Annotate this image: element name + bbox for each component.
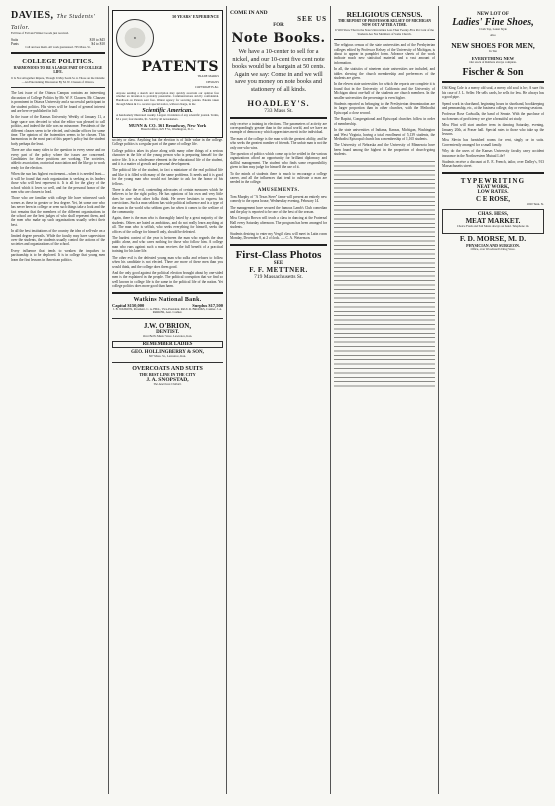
ladies-shoes-subline: Cloth Top, Latest Style [479, 27, 507, 31]
morse-name: F. D. MORSE, M. D. [459, 234, 527, 244]
local-item: Why do the users of the Kansas University faculty carry accident insurance in the Northwestern Mutual Life? [442, 149, 544, 158]
column-5 [439, 6, 547, 794]
morse-title: PHYSICIAN AND SURGEON. [466, 243, 520, 249]
article-paragraph: When the sun has highest excitement—when it is needed least—it will be found that each organization is seeking as its leaders those who will best represent it. It is all for the glory of the school which it loves so well, and for the personal honor of the men who are chosen to lead. [11, 172, 105, 194]
price-value: $4 to $10 [91, 41, 105, 46]
price-value: $18 to $45 [89, 37, 105, 42]
ladies-shoes-heading: Ladies' Fine Shoes, [452, 17, 534, 28]
article-deck: It Is Not Altogether Impure, Though It May Seem So to Those on the Outside—An Entertaining Discussion By M. W. Clausen of Ottawa. [11, 76, 105, 84]
overcoats-tagline: The American Clothier. [153, 381, 182, 386]
hoadley-name: HOADLEY'S. [247, 97, 310, 108]
copyrights-line: COPYRIGHTS &c. [194, 85, 219, 90]
article-paragraph: The religious census of the state universities and of the Presbyterian colleges edited by Professor Kelsey of the University of Michigan, is about to appear in pamphlet form. Advance sheets of the work indicate much new statistical material and a vast amount of information. [334, 43, 435, 65]
continued-text-block [334, 159, 435, 389]
meat-market-ad [442, 209, 544, 234]
article-paragraph: Those who are familiar with college life have witnessed such scenes as these in greater or less degree. Yet, let some one who has never been in college or seen such things take a look and the fact remains that the members of the different organizations in the school are the best judges of who shall represent them, and the men who make up such organizations usually select their best. [11, 196, 105, 227]
rose-name: C E ROSE, [475, 194, 511, 203]
dentist-address: Over Bell's Music Store. Lawrence, Kan. [142, 333, 193, 338]
local-item: Miss Flint will start another term in dancing Saturday, evening, January 20th, at Fraser hall. Special rates to those who take up the lessons. [442, 123, 544, 137]
article-paragraph: Every influence that tends to weaken the impulses to partisanship is to be deplored. It is in college that young men learn the first lessons in American politics. [11, 248, 105, 262]
bank-capital: Capital $150,000 [112, 302, 145, 308]
article-paragraph: In all the best institutions of the country the idea of self-rule on a limited degree prevails. While the faculty may have supervision over the students, the students usually control the actions of the societies and organizations of the school. [11, 229, 105, 247]
article-paragraph: And the only good against the political election brought about by one-sided men is the explained in the people. The political corruption that we find so well known in college life is the same in the political life of the nation. Yet college politics does more good than harm. [112, 270, 223, 289]
patents-text: Anyone sending a sketch and description may quickly ascertain our opinion free whether an invention is probably patentable. Communications strictly confidential. Handbook on Patents sent free. Oldest agency for securing patents. Patents taken through Munn & Co. receive special notice, without charge, in the [116, 90, 219, 106]
article-paragraph: The hardest contest of the year is between the man who regards the dear public alone, and who cares nothing for those who follow him. A college man who runs against such a man receives the full benefit of a practical training for his later life. [112, 236, 223, 254]
overcoats-subheading: THE BEST LINE IN THE CITY [139, 371, 196, 377]
trademark-line: TRADE MARKS [197, 74, 219, 78]
article-paragraph: The man of the college is the man with the greatest ability, and he who seeks the greatest number of friends. The unfair man is not the only one who wins. [230, 136, 327, 150]
everything-new-label: EVERYTHING NEW [471, 55, 515, 61]
article-paragraph: The Baptist, Congregational and Episcopal churches follow in order of membership. [334, 117, 435, 126]
bank-officers: J. B. WATKINS, President. C. A. HILL, Vice-President. PAUL R. BROOKS, Cashier. J. A. PARKER, Asst. Cashier. [112, 306, 223, 315]
amusements-heading: AMUSEMENTS. [257, 187, 300, 193]
bank-ad-title: Watkins National Bank. [133, 296, 202, 303]
price-item: Suits [11, 37, 19, 42]
article-paragraph: The other evil is the defeated young man who sulks and refuses to follow when his candidate is not elected. There are more of these men than you would think, and the college does them good. [112, 255, 223, 269]
divider [112, 292, 223, 294]
davies-line: Fall line of Fall and Winter Goods just received. [11, 31, 69, 35]
local-item: Old King Cole is a merry old soul, a merry old soul is he; A sure fits his case of J. L. Seller. He sells cards, he sells for less. He always has a good pipe. [442, 86, 544, 100]
morse-address: Office, over Woodward's Drug Store. [470, 247, 516, 252]
newspaper-page [8, 6, 547, 794]
mens-shoes-heading: NEW SHOES FOR MEN, [451, 41, 535, 51]
column-1 [8, 6, 109, 794]
article-paragraph: society or class. Anything but the election is of little value in the college. College politics is a regular part of the game of college life. [112, 137, 223, 147]
mettner-address: 719 Massachusetts St. [254, 273, 303, 280]
hollingberry-name: GEO. HOLLINGBERRY & SON, [131, 350, 204, 356]
local-item: Students receive a discount at E. E. French, tailor, over Dalley's, 913 Massachusetts street. [442, 160, 544, 169]
rose-address: 1020 Tenn. St. [526, 201, 544, 206]
hollingberry-address: 827 Mass. St., Lawrence, Kan. [149, 354, 186, 359]
for-label: FOR [273, 23, 284, 28]
designs-line: DESIGNS [206, 79, 219, 84]
divider [11, 87, 105, 88]
text-lines-placeholder [334, 159, 435, 389]
divider [112, 362, 223, 363]
religious-census-headline: RELIGIOUS CENSUS. [346, 10, 423, 19]
religious-census-subhead: THE REPORT OF PROFESSOR KELSEY OF MICHIGAN NOW OUT AFTER A TIME. [337, 19, 432, 27]
mens-shoes-subline: In Tan [489, 49, 497, 54]
article-paragraph: The University of Nebraska and the University of Minnesota have been found among the highest in the proportion of church-going students. [334, 143, 435, 157]
meat-market-owner: CHAS. HESS, [477, 212, 509, 218]
article-paragraph: In the issue of the Kansas University Weekly of January 11, a large space was devoted to what the editor was pleased to call politics, and indeed the title was no misnomer. Presidents of the different classes seem to be elected, and similar offices for some time. The opinion of the fraternities seems to be chosen. This harmonious in the most part of this paper's policy but the student body perhaps the least. [11, 115, 105, 146]
meat-market-heading: MEAT MARKET. [465, 217, 521, 226]
davies-address: Call and see them. All work guaranteed. 705 Mass. St. [25, 44, 91, 49]
overcoats-store: J. A. SNOPSTAD, [146, 376, 189, 383]
article-paragraph: In all, the statistics of nineteen state universities are included, and tables shewing the church membership and preferences of the students are given. [334, 67, 435, 81]
davies-ad-title: DAVIES, The Students' Tailor. [11, 10, 96, 31]
patents-ad [112, 10, 223, 138]
article-paragraph: The management have secured the famous Lamb's Club comedian and the play is reported to be one of the best of the season. [230, 205, 327, 215]
come-in-heading: COME IN AND [230, 10, 268, 16]
divider [230, 244, 327, 246]
divider [230, 117, 327, 119]
notebooks-text: We have a 10-center to sell for a nickel, and our 10-cent five cent note books would be a bargain at 50 cents. Again we say: Come in and we will save you money on note books and stationery of all kinds. [231, 48, 326, 93]
local-item: Spend work in shorthand, beginning hours in shorthand, bookkeeping and penmanship, etc., at the business college, day or evening sessions. [442, 101, 544, 110]
article-paragraph: only receive a training in elections. The parameters of activity are correspondingly greater than in the actual world, and we have an example of democracy which appreciates merit in the individual. [230, 121, 327, 135]
column-3 [227, 6, 331, 794]
divider [442, 81, 544, 83]
article-paragraph: To the minds of students there is much to encourage a college career, and all the influences that tend to cultivate a man are needed in the college. [230, 171, 327, 185]
local-item: Miss Slevin has furnished rooms for rent, singly or in suits. Conveniently arranged for a small family. [442, 138, 544, 147]
new-lot-label: NEW LOT OF [477, 12, 509, 17]
bank-surplus: Surplus $17,500 [192, 302, 223, 308]
column-4 [331, 6, 439, 794]
article-headline: COLLEGE POLITICS. [22, 58, 94, 66]
overcoats-heading: OVERCOATS AND SUITS [132, 365, 203, 372]
photos-heading: First-Class Photos [235, 248, 322, 261]
religious-census-deck: It Will Show That in the State Universities Less Than Twenty-Five Per Cent of the Students Are Not Members of Some Church. [335, 28, 434, 36]
scientific-american-title: Scientific American. [142, 108, 193, 115]
dentist-label: DENTIST. [156, 329, 179, 335]
article-paragraph: The question of politics which come up to be settled in the various organizations afford an opportunity for brilliant diplomacy and skillful management. The student who finds some responsibility given to him may judge for himself the use of it. [230, 152, 327, 170]
divider [442, 172, 544, 174]
divider [112, 318, 223, 319]
meat-market-text: Choice Fresh and Salt Meats always on hand. Telephone 14. [456, 224, 530, 229]
scientific-american-text: A handsomely illustrated weekly. Largest circulation of any scientific journal. Terms, $3 a year; four months, $1. Sold by all newsdealers. [116, 113, 219, 121]
article-paragraph: The political life of the student, in fact a miniature of the real political life and like it is filled with many of the same problems. It needs and it is good for the young man who would not hesitate to ask for the honor of his fellows. [112, 168, 223, 186]
see-label: SEE [273, 260, 284, 266]
munn-address: MUNN & CO. 361 Broadway, New York [128, 123, 207, 129]
neat-work-label: NEAT WORK, [476, 184, 510, 190]
article-paragraph: The last issue of the Ottawa Campus contains an interesting discussion of College Politics by Mr. W. F. Clausen. Mr. Clausen is prominent in Ottawa University and a successful participant in the student politics. His views will be found of general interest and are here re-published in full: [11, 91, 105, 113]
article-paragraph: There is also the evil, contending advocates of certain measures which he believes to be the right policy. He has opinions of his own and very little does he care what other folks think. He never hesitates to express his convictions. Such a man seldom has wide political influence and is a type of the man in the world who seldom goes far when it comes to the welfare of the community. [112, 188, 223, 215]
notebooks-heading: Note Books. [231, 31, 326, 46]
mettner-name: F. F. METTNER. [249, 265, 308, 274]
article-paragraph: Students reported as belonging to the Presbyterian denomination are in larger proportion than in other churches, with the Methodist Episcopal a close second. [334, 102, 435, 115]
article-paragraph: There are also many sides to the question in every sense and on every part of the policy where the issues are concerned. Candidates for these positions are working. The societies, athletic association, oratorical association and the like go to work ready for the election. [11, 148, 106, 170]
article-paragraph: In the state universities of Indiana, Kansas, Michigan, Washington and West Virginia, having a total enrollment of 5,139 students, the Methodist Episcopal church has a membership of 1,165 students. [334, 128, 435, 141]
article-paragraph: Again, there is the man who is thoroughly hated by a great majority of the students. Others are hated as ambitious, and do not really learn anything at all. The man who is selfish, who seeks everything for himself, seeks the offices of the college for himself only, should be defeated. [112, 216, 223, 234]
article-paragraph: College politics takes its place along with many other things of a serious character in the life of the young person who is preparing himself for the active life. It is a wholesome element in the educational life of the student, and it is a matter of growth and personal development. [112, 148, 223, 166]
see-us-heading: SEE US [297, 15, 327, 23]
typewriting-heading: TYPEWRITING [460, 176, 526, 185]
article-paragraph: Students desiring to enter my Vergil class will meet in Latin room Monday, December 8, at 2 o'clock. — C. A. Wetzenson. [230, 231, 327, 241]
davies-subtitle: The Students' Tailor. [11, 14, 96, 31]
also-label: Also [490, 32, 496, 37]
hoadley-address: 733 Mass St. [264, 107, 293, 114]
article-paragraph: Miss Georgia Brown will teach a class in dancing at the Fraternal Hall every Saturday afternoon. The program has been arranged for students. [230, 216, 327, 230]
years-experience-label: 50 YEARS' EXPERIENCE [172, 14, 219, 19]
remember-ladies-banner: REMEMBER LADIES [112, 341, 223, 348]
patent-seal-icon: ★ [116, 19, 154, 57]
local-item: Professor Rose Cadwalla, the band of Senate. With the purchase of such means of proficiency we give a beautiful art study. [442, 112, 544, 121]
fischer-son-name: Fischer & Son [462, 67, 524, 79]
price-item: Pants [11, 41, 19, 46]
rubbers-line: Our stock of Rubbers always complete. [469, 59, 517, 64]
divider [334, 39, 435, 40]
article-subhead: HARMONIOUS TO BE A LARGE PART OF COLLEGE LIFE. [13, 66, 103, 75]
article-paragraph: In the eleven state universities for which the reports are complete it is found that in the University of California and the University of Michigan about one-half of the students are church members. In the smaller universities the percentage is even higher. [334, 82, 435, 100]
article-paragraph: Tom Murphy of "A Texas Steer" fame will present an entirely new comedy to the opera house, Wednesday evening, February 14. [230, 194, 327, 204]
column-2 [109, 6, 227, 794]
patents-heading: PATENTS [141, 59, 219, 75]
low-rates-label: LOW RATES. [477, 189, 509, 195]
divider [11, 52, 105, 54]
munn-branch: Branch Office, 625 F St., Washington, D. C. [140, 127, 195, 132]
dentist-name: J.W. O'BRION, [143, 321, 192, 330]
